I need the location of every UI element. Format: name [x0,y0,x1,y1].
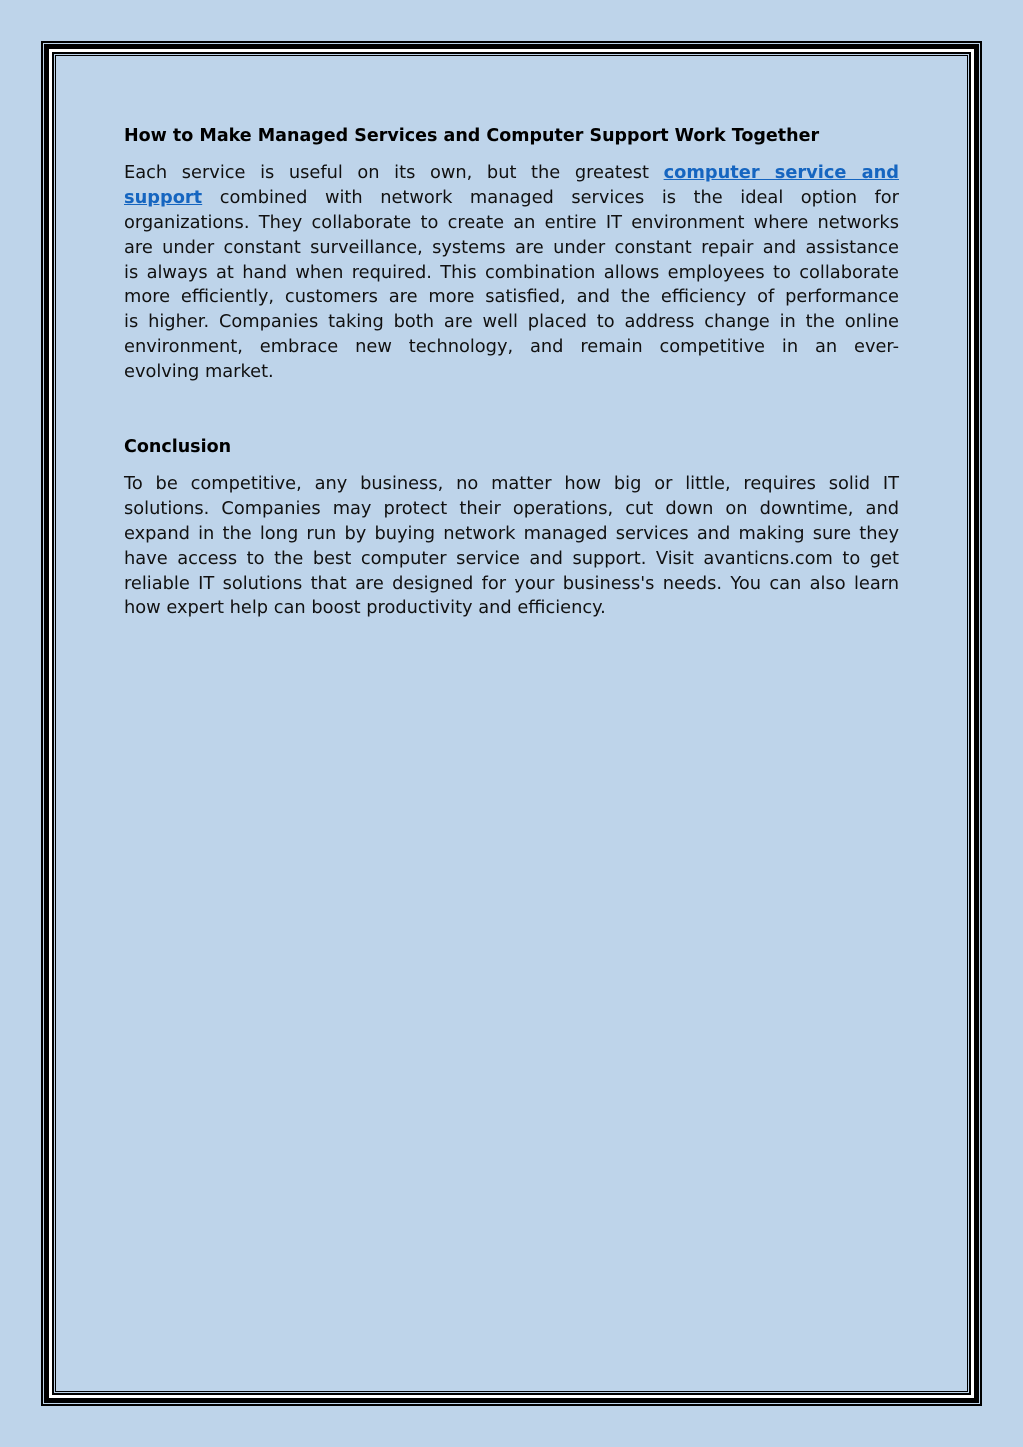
section-managed-services [124,124,899,385]
section-conclusion [124,435,899,621]
section-heading: Conclusion [124,437,232,458]
text-line: are under constant surveillance, systems are under constant repair and assistance [124,236,899,258]
text-line: expand in the long run by buying network managed services and making sure they [124,522,899,544]
text-line: solutions. Companies may protect their operations, cut down on downtime, and [124,497,899,519]
text-line: more efficiently, customers are more satisfied, and the efficiency of performance [124,286,899,308]
paragraph [124,161,899,385]
text-line: evolving market. [124,361,274,383]
paragraph [124,472,899,621]
text-span: Each service is useful on its own, but the greatest [124,162,664,183]
text-line: organizations. They collaborate to create an entire IT environment where networks [124,211,899,233]
text-line: is always at hand when required. This combination allows employees to collaborate [124,261,899,283]
text-line [124,161,899,186]
section-heading: How to Make Managed Services and Computer Support Work Together [124,126,820,146]
text-line: To be competitive, any business, no matter how big or little, requires solid IT [124,473,899,495]
text-line: how expert help can boost productivity and efficiency. [124,597,606,619]
computer-service-link[interactable]: computer service and [663,162,899,183]
computer-service-link-cont[interactable]: support [124,186,203,208]
text-span: combined with network managed services is the ideal option for [202,186,899,208]
text-line: is higher. Companies taking both are well placed to address change in the online [124,311,899,333]
text-line [124,186,899,211]
document-body [124,124,899,621]
text-line: have access to the best computer service and support. Visit avanticns.com to get [124,547,899,569]
text-line: reliable IT solutions that are designed for your business's needs. You can also learn [124,572,899,594]
text-line: environment, embrace new technology, and remain competitive in an ever- [124,336,899,358]
